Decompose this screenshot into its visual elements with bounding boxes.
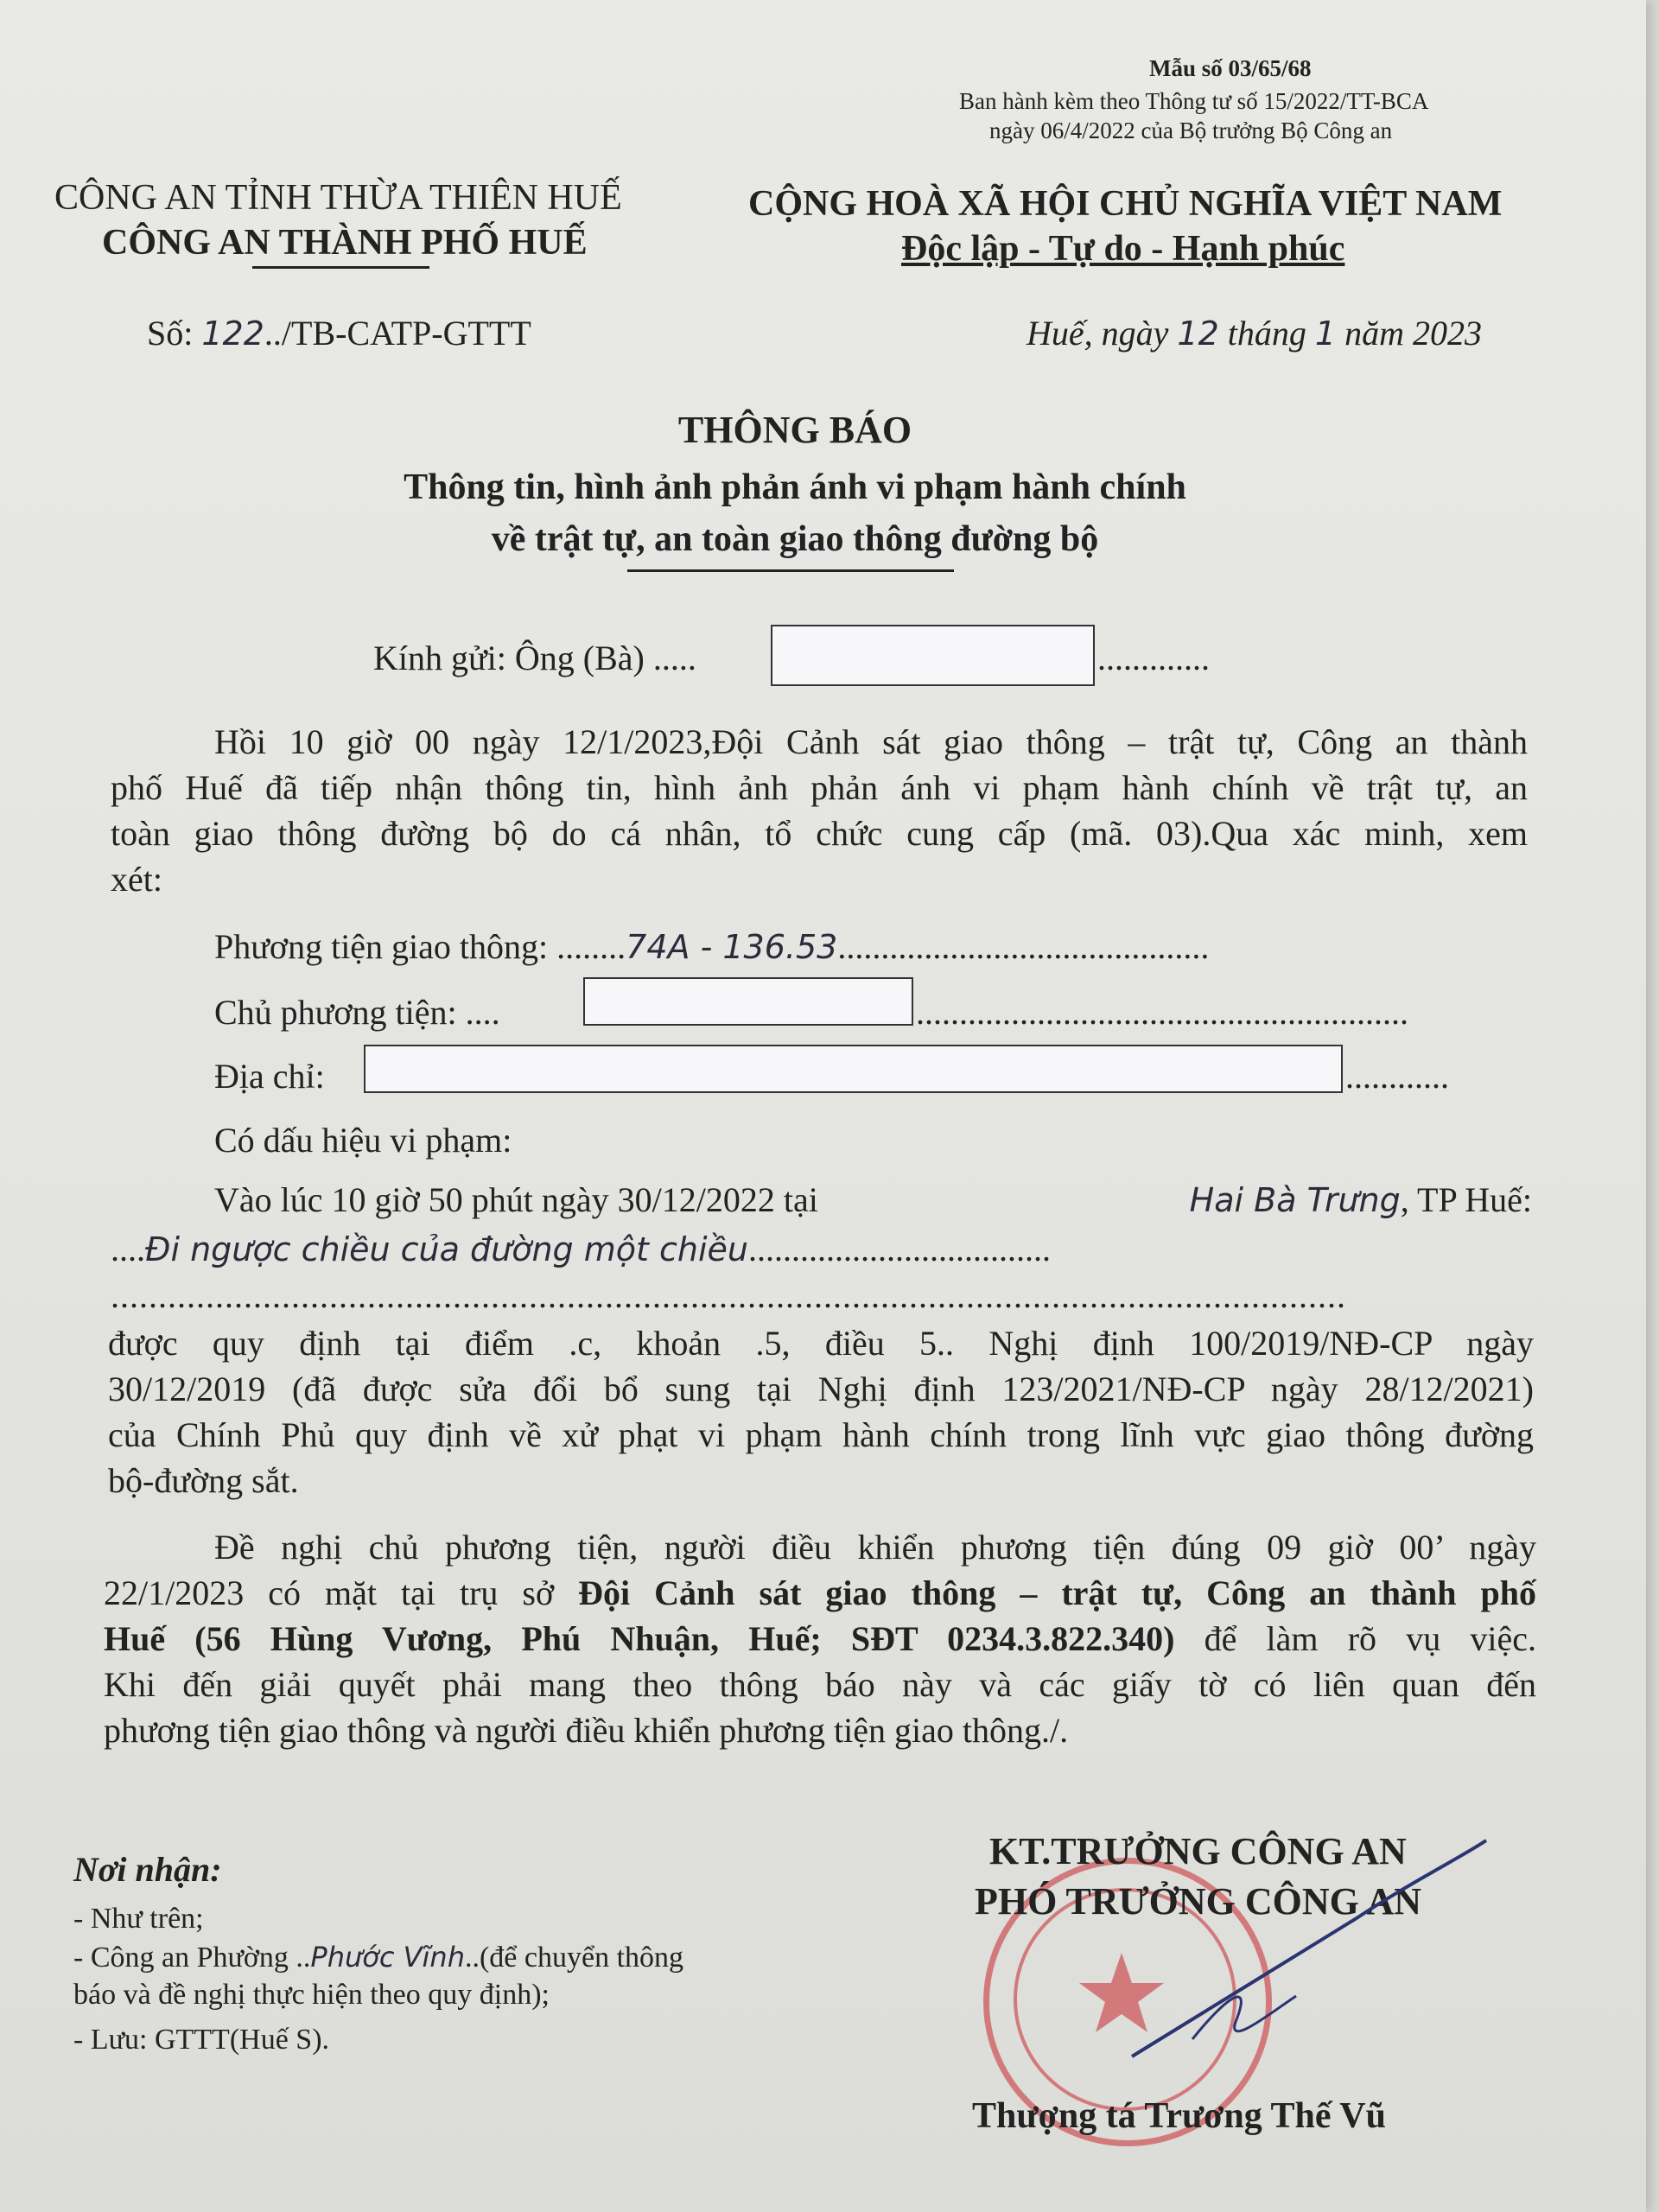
- violation-desc-dots-1: ....: [111, 1230, 145, 1268]
- document-title: THÔNG BÁO: [677, 409, 912, 451]
- signature-line-2: PHÓ TRƯỞNG CÔNG AN: [975, 1880, 1422, 1923]
- request-date: 22/1/2023 có mặt tại trụ sở: [104, 1573, 555, 1612]
- vehicle-dots: ...........................................: [837, 927, 1210, 966]
- recipient-dots: .............: [1097, 639, 1210, 677]
- violation-description: Đi ngược chiều của đường một chiều: [145, 1230, 748, 1268]
- redacted-address: [364, 1045, 1343, 1093]
- violation-empty-line: ..................................................................................................................................: [111, 1276, 1346, 1315]
- date-year: năm 2023: [1344, 314, 1482, 353]
- violation-desc-dots-2: ...................................: [748, 1230, 1051, 1268]
- violation-location: Hai Bà Trưng: [1189, 1181, 1401, 1219]
- vehicle-plate: 74A - 136.53: [626, 928, 838, 966]
- request-purpose: để làm rõ vụ việc.: [1204, 1619, 1536, 1658]
- agency-line-2: CÔNG AN THÀNH PHỐ HUẾ: [102, 223, 588, 263]
- recipient-label: Kính gửi: Ông (Bà) .....: [373, 639, 696, 677]
- legal-line-4: bộ-đường sắt.: [108, 1461, 299, 1500]
- doc-number-suffix: ../TB-CATP-GTTT: [264, 314, 531, 353]
- request-paragraph: [104, 1524, 1536, 1753]
- recipients-title: Nơi nhận:: [73, 1850, 222, 1889]
- recipient-item-3: - Lưu: GTTT(Huế S).: [73, 2024, 330, 2056]
- request-place-bold: Đội Cảnh sát giao thông – trật tự, Công an thành phố: [578, 1573, 1537, 1612]
- agency-underline: [252, 266, 429, 269]
- doc-number: [147, 313, 531, 353]
- date-day: 12: [1177, 315, 1219, 353]
- violation-label: Có dấu hiệu vi phạm:: [214, 1121, 512, 1160]
- form-issued-date: ngày 06/4/2022 của Bộ trưởng Bộ Công an: [989, 118, 1393, 143]
- document-subtitle-2: về trật tự, an toàn giao thông đường bộ: [491, 519, 1099, 559]
- title-underline: [627, 569, 954, 572]
- intro-line-2: phố Huế đã tiếp nhận thông tin, hình ảnh phản ánh vi phạm hành chính về trật tự, an: [111, 768, 1528, 807]
- form-issued-with: Ban hành kèm theo Thông tư số 15/2022/TT-BCA: [959, 88, 1429, 114]
- address-label: Địa chỉ:: [214, 1057, 325, 1096]
- signer-name: Thượng tá Trương Thế Vũ: [972, 2096, 1386, 2136]
- intro-line-1: Hồi 10 giờ 00 ngày 12/1/2023,Đội Cảnh sát giao thông – trật tự, Công an thành: [214, 722, 1528, 761]
- request-line-4: Khi đến giải quyết phải mang theo thông báo này và các giấy tờ có liên quan đến: [104, 1665, 1536, 1704]
- request-address-bold: Huế (56 Hùng Vương, Phú Nhuận, Huế; SĐT 0234.3.822.340): [104, 1619, 1175, 1658]
- form-number: Mẫu số 03/65/68: [1149, 55, 1312, 81]
- recipient-item-2-suffix: ..(để chuyển thông: [464, 1942, 684, 1974]
- recipient-item-2-cont: báo và đề nghị thực hiện theo quy định);: [73, 1979, 550, 2011]
- recipient-ward: Phước Vĩnh: [310, 1941, 465, 1974]
- violation-description-line: [111, 1229, 1051, 1269]
- violation-city: , TP Huế:: [1400, 1180, 1532, 1219]
- agency-line-1: CÔNG AN TỈNH THỪA THIÊN HUẾ: [54, 178, 622, 218]
- date-month: 1: [1314, 315, 1337, 353]
- violation-time: Vào lúc 10 giờ 50 phút ngày 30/12/2022 tại: [214, 1180, 818, 1219]
- owner-dots: .........................................................: [916, 993, 1408, 1032]
- intro-line-3: toàn giao thông đường bộ do cá nhân, tổ chức cung cấp (mã. 03).Qua xác minh, xem: [111, 814, 1528, 853]
- date-prefix: Huế, ngày: [1027, 314, 1169, 353]
- redacted-recipient-name: [771, 625, 1095, 686]
- recipient-item-2-prefix: - Công an Phường ..: [73, 1942, 311, 1974]
- handwritten-signature: [1063, 1823, 1512, 2082]
- redacted-owner-name: [583, 977, 913, 1026]
- date-place: [1027, 313, 1482, 353]
- legal-paragraph: [108, 1320, 1534, 1503]
- legal-line-2: 30/12/2019 (đã được sửa đổi bổ sung tại Nghị định 123/2021/NĐ-CP ngày 28/12/2021): [108, 1370, 1534, 1408]
- legal-line-3: của Chính Phủ quy định về xử phạt vi phạm hành chính trong lĩnh vực giao thông đường: [108, 1415, 1534, 1454]
- doc-number-label: Số:: [147, 314, 194, 353]
- vehicle-field: [214, 926, 1209, 967]
- violation-time-line: [214, 1179, 1532, 1220]
- vehicle-label: Phương tiện giao thông: ........: [214, 927, 626, 966]
- intro-line-4: xét:: [111, 860, 162, 899]
- national-title: CỘNG HOÀ XÃ HỘI CHỦ NGHĨA VIỆT NAM: [748, 184, 1503, 224]
- legal-line-1: được quy định tại điểm .c, khoản .5, điều 5.. Nghị định 100/2019/NĐ-CP ngày: [108, 1324, 1534, 1363]
- owner-label: Chủ phương tiện: ....: [214, 993, 500, 1032]
- date-month-label: tháng: [1227, 314, 1306, 353]
- document-subtitle-1: Thông tin, hình ảnh phản ánh vi phạm hành chính: [404, 467, 1186, 507]
- doc-number-handwritten: 122: [201, 315, 264, 353]
- request-line-1: Đề nghị chủ phương tiện, người điều khiển phương tiện đúng 09 giờ 00’ ngày: [214, 1528, 1536, 1567]
- national-motto: Độc lập - Tự do - Hạnh phúc: [901, 229, 1345, 269]
- signature-line-1: KT.TRƯỞNG CÔNG AN: [989, 1830, 1407, 1872]
- intro-paragraph: [111, 719, 1528, 902]
- recipient-item-1: - Như trên;: [73, 1903, 204, 1935]
- request-line-5: phương tiện giao thông và người điều khiển phương tiện giao thông./.: [104, 1711, 1069, 1750]
- recipient-item-2: [73, 1941, 683, 1974]
- address-dots: ............: [1345, 1057, 1449, 1096]
